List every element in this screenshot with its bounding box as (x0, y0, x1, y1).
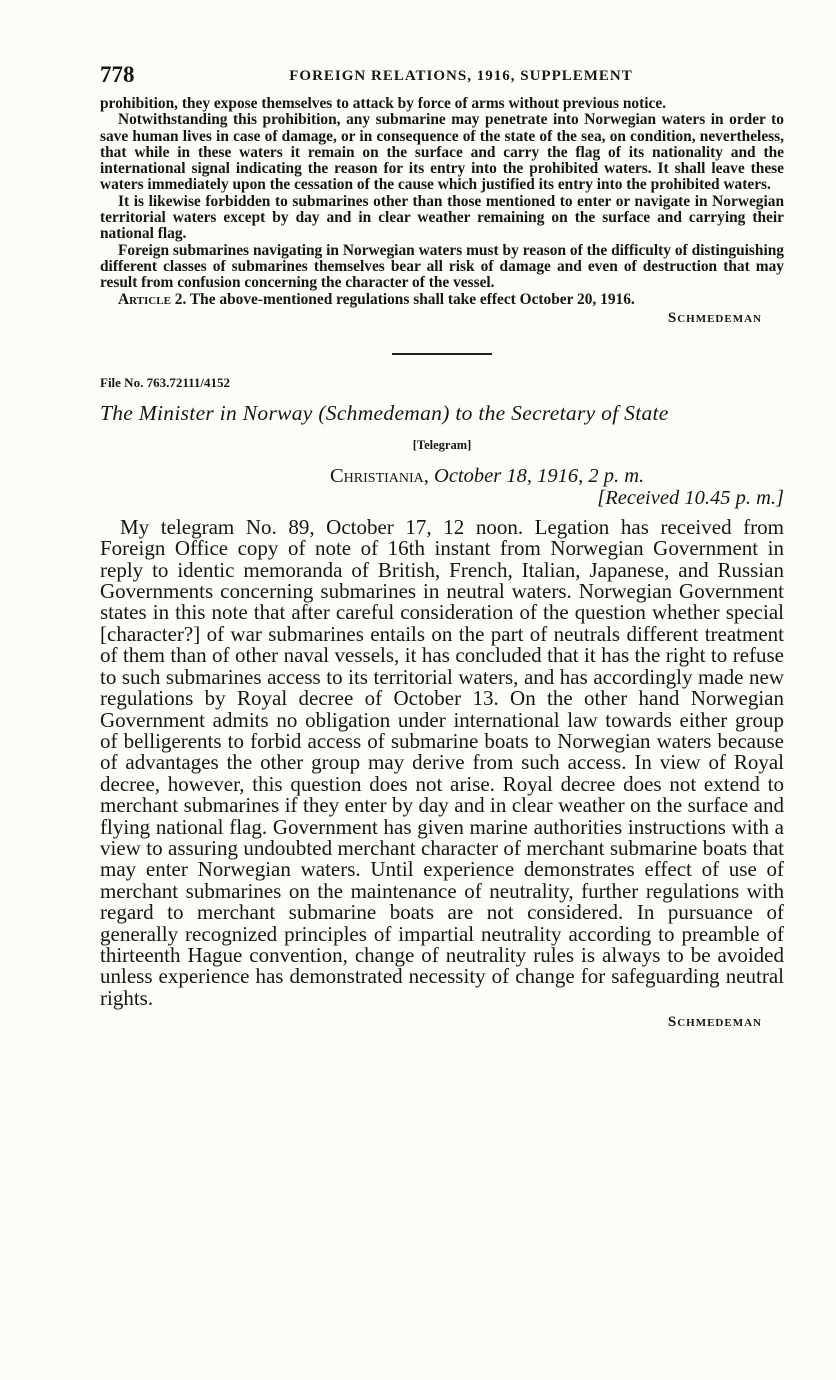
document-heading: The Minister in Norway (Schmedeman) to the Secretary of State (100, 400, 669, 425)
dateline-date: October 18, 1916, 2 p. m. (434, 464, 645, 487)
running-title: FOREIGN RELATIONS, 1916, SUPPLEMENT (289, 68, 633, 84)
running-head (100, 62, 784, 96)
decree-article (100, 292, 784, 308)
decree-paragraph: Notwithstanding this prohibition, any submarine may penetrate into Norwegian waters in order to save human lives in case of damage, or in consequence of the state of the sea, on condition, nevertheless, that while in these waters it remain on the surface and carry the flag of its nationality and the international signal indicating the reason for its entry into the prohibited waters. It shall leave these waters immediately upon the cessation of the cause which justified its entry into the prohibited waters. (100, 111, 784, 194)
telegram-signature: Schmedeman (667, 1014, 762, 1031)
decree-signature: Schmedeman (667, 309, 762, 326)
article-label: Article 2. (118, 290, 187, 308)
decree-paragraph: It is likewise forbidden to submarines other than those mentioned to enter or navigate in Norwegian territorial waters except by day and in clear weather remaining on the surface and carrying their national flag. (100, 192, 784, 243)
decree-continuation (100, 96, 784, 308)
dateline (100, 465, 784, 509)
decree-paragraph: Foreign submarines navigating in Norwegian waters must by reason of the difficulty of distinguishing different classes of submarines themselves bear all risk of damage and even of destruction that may result from confusion concerning the character of the vessel. (100, 241, 784, 292)
article-text: The above-mentioned regulations shall take effect October 20, 1916. (189, 290, 635, 308)
dateline-place: Christiania, (330, 464, 429, 487)
page (100, 62, 784, 1031)
decree-paragraph: prohibition, they expose themselves to attack by force of arms without previous notice. (100, 95, 666, 112)
page-number: 778 (100, 62, 135, 87)
telegram-label: [Telegram] (412, 437, 472, 452)
file-number: File No. 763.72111/4152 (100, 374, 230, 390)
dateline-received: [Received 10.45 p. m.] (597, 486, 784, 509)
telegram-body: My telegram No. 89, October 17, 12 noon. Legation has received from Foreign Office copy of note of 16th instant from Norwegian Government in reply to identic memoranda of British, French, Italian, Japanese, and Russian Governments concerning submarines in neutral waters. Norwegian Government states in this note that after careful consideration of the question whether special [character?] of war submarines entails on the part of neutrals different treatment of them than of other naval vessels, it has concluded that it has the right to refuse to such submarines access to its territorial waters, and has accordingly made new regulations by Royal decree of October 13. On the other hand Norwegian Government admits no obligation under international law towards either group of belligerents to forbid access of submarine boats to Norwegian waters because of advantages the other group may derive from such access. In view of Royal decree, however, this question does not arise. Royal decree does not extend to merchant submarines if they enter by day and in clear weather on the surface and flying national flag. Government has given marine authorities instructions with a view to assuring undoubted merchant character of merchant submarine boats that may enter Norwegian waters. Until experience demonstrates effect of use of merchant submarines on the maintenance of neutrality, further regulations with regard to merchant submarine boats are not considered. In pursuance of generally recognized principles of impartial neutrality according to preamble of thirteenth Hague convention, change of neutrality rules is always to be avoided unless experience has demonstrated necessity of change for safeguarding neutral rights. (100, 514, 784, 1010)
section-divider (392, 353, 492, 355)
